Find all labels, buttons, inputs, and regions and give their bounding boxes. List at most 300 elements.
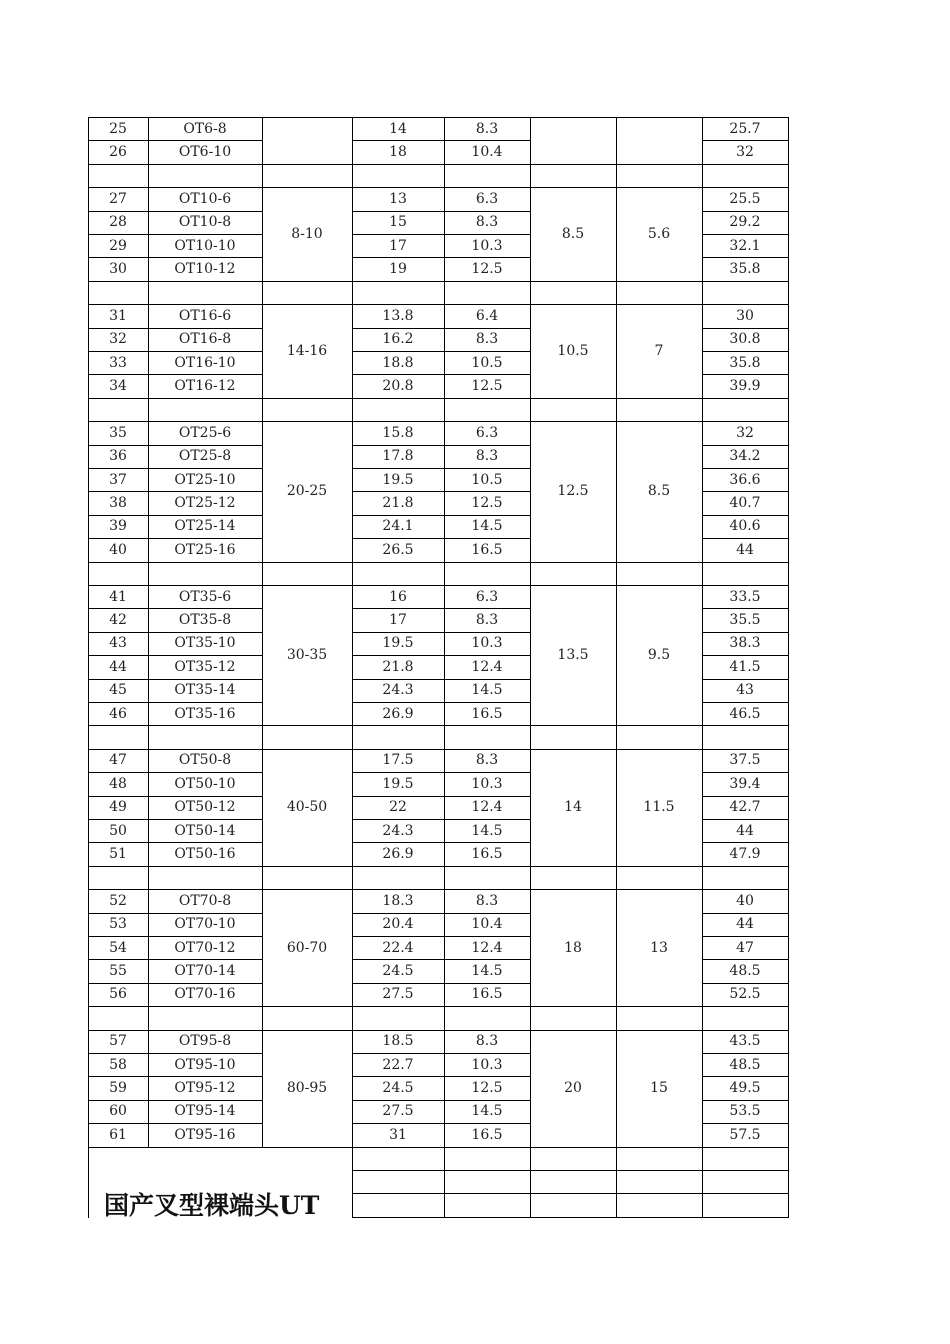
grid-line: [148, 1006, 149, 1030]
model-code: OT95-16: [174, 1126, 236, 1143]
grid-line: [352, 772, 531, 773]
dimension-l: 33.5: [729, 588, 761, 605]
grid-line: [88, 679, 263, 680]
dimension-a: 19.5: [382, 471, 414, 488]
model-code: OT35-6: [178, 588, 232, 605]
dimension-l: 25.5: [729, 190, 761, 207]
dimension-l: 37.5: [729, 752, 761, 769]
grid-line: [262, 1006, 263, 1030]
dimension-l: 41.5: [729, 658, 761, 675]
grid-line: [352, 1193, 789, 1194]
dimension-a: 24.3: [382, 822, 414, 839]
dimension-c1: 20: [564, 1080, 582, 1097]
row-number: 52: [109, 892, 127, 909]
grid-line: [148, 749, 149, 867]
grid-line: [88, 351, 263, 352]
model-code: OT70-8: [178, 892, 232, 909]
grid-line: [148, 866, 149, 890]
model-code: OT6-10: [178, 144, 232, 161]
model-code: OT35-10: [174, 635, 236, 652]
dimension-b: 16.5: [471, 541, 503, 558]
grid-line: [702, 913, 789, 914]
grid-line: [444, 866, 445, 890]
grid-line: [262, 562, 263, 586]
row-number: 28: [109, 214, 127, 231]
dimension-b: 10.5: [471, 471, 503, 488]
grid-line: [352, 515, 531, 516]
dimension-l: 40: [736, 892, 754, 909]
grid-line: [88, 632, 263, 633]
grid-line: [530, 281, 531, 305]
dimension-a: 16: [389, 588, 407, 605]
grid-line: [616, 562, 617, 586]
grid-line: [262, 749, 263, 867]
grid-line: [352, 1170, 789, 1171]
grid-line: [530, 1006, 531, 1030]
grid-line: [702, 562, 703, 586]
model-code: OT50-12: [174, 799, 236, 816]
grid-line: [444, 187, 445, 282]
grid-line: [352, 211, 531, 212]
grid-line: [88, 1006, 789, 1007]
grid-line: [352, 1123, 531, 1124]
grid-line: [352, 679, 531, 680]
model-code: OT25-8: [178, 448, 232, 465]
grid-line: [788, 866, 789, 890]
grid-line: [444, 889, 445, 1007]
dimension-b: 8.3: [475, 331, 499, 348]
model-code: OT95-14: [174, 1103, 236, 1120]
model-code: OT16-6: [178, 307, 232, 324]
dimension-b: 10.3: [471, 1056, 503, 1073]
grid-line: [88, 538, 263, 539]
row-number: 58: [109, 1056, 127, 1073]
row-number: 46: [109, 705, 127, 722]
grid-line: [148, 562, 149, 586]
dimension-b: 6.4: [475, 307, 499, 324]
grid-line: [530, 117, 531, 165]
grid-line: [88, 234, 263, 235]
grid-line: [530, 398, 531, 422]
dimension-b: 8.3: [475, 214, 499, 231]
wire-range: 60-70: [286, 939, 328, 956]
row-number: 34: [109, 378, 127, 395]
grid-line: [616, 117, 617, 165]
dimension-l: 29.2: [729, 214, 761, 231]
grid-line: [88, 725, 89, 749]
dimension-c2: 5.6: [647, 225, 671, 242]
grid-line: [88, 1147, 89, 1218]
model-code: OT6-8: [183, 120, 227, 137]
grid-line: [88, 398, 789, 399]
grid-line: [88, 515, 263, 516]
grid-line: [702, 819, 789, 820]
dimension-b: 6.3: [475, 190, 499, 207]
grid-line: [352, 936, 531, 937]
row-number: 26: [109, 144, 127, 161]
grid-line: [616, 164, 617, 188]
grid-line: [148, 1030, 149, 1148]
grid-line: [530, 585, 531, 726]
grid-line: [530, 1030, 531, 1148]
row-number: 57: [109, 1033, 127, 1050]
row-number: 33: [109, 354, 127, 371]
model-code: OT70-16: [174, 986, 236, 1003]
dimension-l: 48.5: [729, 963, 761, 980]
grid-line: [352, 959, 531, 960]
grid-line: [352, 164, 353, 188]
dimension-a: 18.8: [382, 354, 414, 371]
dimension-a: 18: [389, 144, 407, 161]
dimension-l: 48.5: [729, 1056, 761, 1073]
grid-line: [352, 140, 531, 141]
model-code: OT16-10: [174, 354, 236, 371]
row-number: 42: [109, 612, 127, 629]
grid-line: [88, 842, 263, 843]
grid-line: [352, 234, 531, 235]
grid-line: [702, 328, 789, 329]
dimension-l: 40.7: [729, 495, 761, 512]
grid-line: [88, 1030, 789, 1031]
grid-line: [444, 304, 445, 399]
grid-line: [530, 421, 531, 562]
grid-line: [352, 1076, 531, 1077]
grid-line: [352, 913, 531, 914]
grid-line: [788, 562, 789, 586]
dimension-a: 15.8: [382, 424, 414, 441]
grid-line: [88, 1076, 263, 1077]
grid-line: [702, 1030, 703, 1148]
dimension-a: 14: [389, 120, 407, 137]
dimension-l: 35.8: [729, 354, 761, 371]
dimension-l: 44: [736, 822, 754, 839]
dimension-c1: [530, 117, 616, 164]
grid-line: [702, 608, 789, 609]
grid-line: [788, 187, 789, 282]
grid-line: [88, 866, 89, 890]
row-number: 35: [109, 424, 127, 441]
grid-line: [352, 1100, 531, 1101]
model-code: OT25-6: [178, 424, 232, 441]
model-code: OT25-10: [174, 471, 236, 488]
wire-range: 8-10: [291, 225, 323, 242]
model-code: OT70-10: [174, 916, 236, 933]
row-number: 37: [109, 471, 127, 488]
grid-line: [702, 398, 703, 422]
grid-line: [148, 585, 149, 726]
grid-line: [88, 749, 789, 750]
dimension-a: 17: [389, 237, 407, 254]
dimension-c2: 13: [650, 939, 668, 956]
grid-line: [88, 562, 789, 563]
grid-line: [702, 1076, 789, 1077]
grid-line: [148, 281, 149, 305]
grid-line: [788, 281, 789, 305]
grid-line: [444, 281, 445, 305]
grid-line: [788, 421, 789, 562]
row-number: 40: [109, 541, 127, 558]
grid-line: [702, 959, 789, 960]
dimension-b: 6.3: [475, 588, 499, 605]
dimension-b: 6.3: [475, 424, 499, 441]
model-code: OT50-10: [174, 775, 236, 792]
grid-line: [702, 468, 789, 469]
grid-line: [88, 281, 789, 282]
grid-line: [702, 117, 703, 165]
grid-line: [148, 889, 149, 1007]
grid-line: [702, 1006, 703, 1030]
grid-line: [616, 187, 617, 282]
row-number: 39: [109, 518, 127, 535]
grid-line: [88, 164, 89, 188]
dimension-b: 8.3: [475, 120, 499, 137]
dimension-a: 13: [389, 190, 407, 207]
grid-line: [262, 398, 263, 422]
wire-range: 40-50: [286, 799, 328, 816]
grid-line: [88, 655, 263, 656]
grid-line: [444, 164, 445, 188]
grid-line: [702, 538, 789, 539]
dimension-l: 52.5: [729, 986, 761, 1003]
dimension-b: 14.5: [471, 1103, 503, 1120]
dimension-b: 10.3: [471, 237, 503, 254]
row-number: 56: [109, 986, 127, 1003]
grid-line: [88, 445, 263, 446]
dimension-l: 57.5: [729, 1126, 761, 1143]
model-code: OT10-6: [178, 190, 232, 207]
grid-line: [352, 842, 531, 843]
dimension-a: 19.5: [382, 635, 414, 652]
grid-line: [702, 304, 703, 399]
grid-line: [352, 1006, 353, 1030]
dimension-l: 30: [736, 307, 754, 324]
dimension-l: 32: [736, 424, 754, 441]
dimension-b: 12.5: [471, 378, 503, 395]
dimension-b: 16.5: [471, 1126, 503, 1143]
dimension-l: 44: [736, 541, 754, 558]
grid-line: [352, 257, 531, 258]
dimension-a: 13.8: [382, 307, 414, 324]
grid-line: [702, 281, 703, 305]
row-number: 49: [109, 799, 127, 816]
grid-line: [88, 211, 263, 212]
grid-line: [88, 328, 263, 329]
row-number: 30: [109, 261, 127, 278]
grid-line: [88, 421, 789, 422]
grid-line: [88, 585, 89, 726]
dimension-a: 21.8: [382, 658, 414, 675]
dimension-b: 8.3: [475, 612, 499, 629]
grid-line: [88, 772, 263, 773]
dimension-b: 10.5: [471, 354, 503, 371]
grid-line: [616, 749, 617, 867]
grid-line: [88, 257, 263, 258]
dimension-l: 46.5: [729, 705, 761, 722]
grid-line: [444, 749, 445, 867]
grid-line: [702, 234, 789, 235]
grid-line: [702, 679, 789, 680]
grid-line: [88, 164, 789, 165]
dimension-a: 16.2: [382, 331, 414, 348]
model-code: OT10-12: [174, 261, 236, 278]
grid-line: [88, 725, 789, 726]
dimension-a: 27.5: [382, 1103, 414, 1120]
model-code: OT95-10: [174, 1056, 236, 1073]
grid-line: [788, 164, 789, 188]
dimension-b: 12.5: [471, 261, 503, 278]
dimension-a: 24.5: [382, 963, 414, 980]
dimension-l: 43.5: [729, 1033, 761, 1050]
dimension-b: 8.3: [475, 1033, 499, 1050]
grid-line: [352, 983, 531, 984]
dimension-b: 14.5: [471, 682, 503, 699]
grid-line: [702, 749, 703, 867]
grid-line: [702, 632, 789, 633]
dimension-a: 24.1: [382, 518, 414, 535]
grid-line: [262, 585, 263, 726]
grid-line: [702, 866, 703, 890]
row-number: 29: [109, 237, 127, 254]
grid-line: [444, 585, 445, 726]
grid-line: [352, 117, 353, 165]
grid-line: [88, 398, 89, 422]
grid-line: [88, 1147, 789, 1148]
grid-line: [788, 398, 789, 422]
grid-line: [352, 374, 531, 375]
grid-line: [352, 304, 353, 399]
grid-line: [788, 1006, 789, 1030]
model-code: OT35-12: [174, 658, 236, 675]
dimension-l: 44: [736, 916, 754, 933]
row-number: 31: [109, 307, 127, 324]
grid-line: [88, 608, 263, 609]
dimension-b: 8.3: [475, 448, 499, 465]
grid-line: [262, 164, 263, 188]
grid-line: [352, 1217, 789, 1218]
grid-line: [88, 304, 789, 305]
dimension-c1: 10.5: [557, 342, 589, 359]
grid-line: [352, 421, 353, 562]
grid-line: [616, 281, 617, 305]
grid-line: [616, 725, 617, 749]
dimension-c1: 18: [564, 939, 582, 956]
grid-line: [352, 585, 353, 726]
grid-line: [530, 725, 531, 749]
grid-line: [88, 889, 789, 890]
grid-line: [702, 772, 789, 773]
row-number: 53: [109, 916, 127, 933]
dimension-l: 53.5: [729, 1103, 761, 1120]
grid-line: [262, 117, 263, 165]
dimension-b: 14.5: [471, 822, 503, 839]
grid-line: [702, 1100, 789, 1101]
grid-line: [88, 421, 89, 562]
grid-line: [352, 491, 531, 492]
grid-line: [352, 632, 531, 633]
grid-line: [702, 491, 789, 492]
model-code: OT25-14: [174, 518, 236, 535]
grid-line: [530, 164, 531, 188]
grid-line: [148, 117, 149, 165]
grid-line: [88, 936, 263, 937]
grid-line: [530, 866, 531, 890]
grid-line: [88, 866, 789, 867]
dimension-b: 8.3: [475, 752, 499, 769]
dimension-a: 22.4: [382, 939, 414, 956]
grid-line: [788, 749, 789, 867]
row-number: 43: [109, 635, 127, 652]
grid-line: [148, 304, 149, 399]
grid-line: [788, 725, 789, 749]
grid-line: [444, 1030, 445, 1148]
grid-line: [88, 585, 789, 586]
grid-line: [530, 1147, 531, 1218]
dimension-b: 10.4: [471, 916, 503, 933]
row-number: 50: [109, 822, 127, 839]
dimension-c2: 9.5: [647, 647, 671, 664]
dimension-a: 17: [389, 612, 407, 629]
grid-line: [88, 889, 89, 1007]
dimension-a: 24.3: [382, 682, 414, 699]
grid-line: [616, 398, 617, 422]
row-number: 41: [109, 588, 127, 605]
dimension-a: 26.9: [382, 846, 414, 863]
dimension-l: 34.2: [729, 448, 761, 465]
grid-line: [444, 725, 445, 749]
row-number: 25: [109, 120, 127, 137]
dimension-a: 26.5: [382, 541, 414, 558]
row-number: 36: [109, 448, 127, 465]
dimension-l: 30.8: [729, 331, 761, 348]
dimension-b: 8.3: [475, 892, 499, 909]
row-number: 48: [109, 775, 127, 792]
grid-line: [788, 889, 789, 1007]
dimension-b: 12.5: [471, 1080, 503, 1097]
dimension-l: 43: [736, 682, 754, 699]
dimension-b: 16.5: [471, 846, 503, 863]
dimension-l: 38.3: [729, 635, 761, 652]
grid-line: [148, 398, 149, 422]
wire-range: [262, 117, 352, 164]
dimension-a: 24.5: [382, 1080, 414, 1097]
grid-line: [88, 959, 263, 960]
model-code: OT50-16: [174, 846, 236, 863]
row-number: 27: [109, 190, 127, 207]
grid-line: [88, 819, 263, 820]
grid-line: [702, 983, 789, 984]
grid-line: [702, 515, 789, 516]
wire-range: 20-25: [286, 483, 328, 500]
section-title: 国产叉型裸端头UT: [104, 1191, 320, 1220]
grid-line: [148, 421, 149, 562]
grid-line: [88, 187, 89, 282]
dimension-l: 49.5: [729, 1080, 761, 1097]
dimension-a: 20.8: [382, 378, 414, 395]
dimension-b: 12.5: [471, 495, 503, 512]
dimension-l: 25.7: [729, 120, 761, 137]
grid-line: [88, 1100, 263, 1101]
row-number: 61: [109, 1126, 127, 1143]
dimension-b: 10.3: [471, 775, 503, 792]
grid-line: [352, 1053, 531, 1054]
grid-line: [88, 491, 263, 492]
grid-line: [788, 117, 789, 165]
grid-line: [788, 1147, 789, 1218]
model-code: OT35-8: [178, 612, 232, 629]
row-number: 59: [109, 1080, 127, 1097]
grid-line: [88, 304, 89, 399]
model-code: OT10-8: [178, 214, 232, 231]
